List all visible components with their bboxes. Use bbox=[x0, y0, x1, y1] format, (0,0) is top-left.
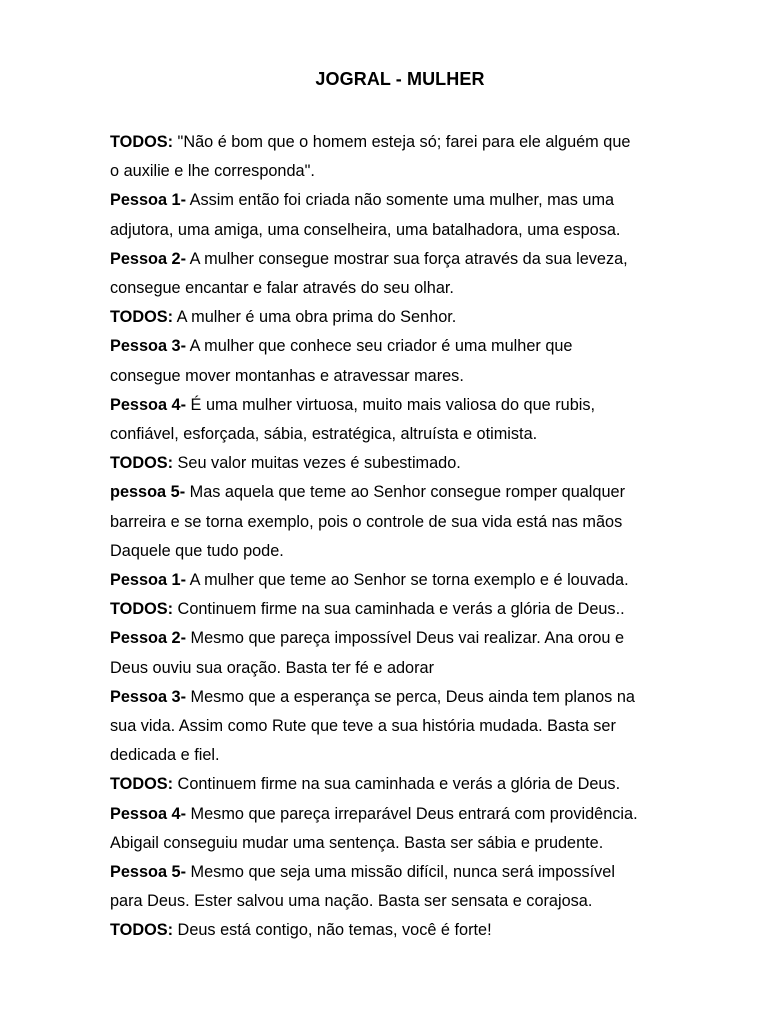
script-line bbox=[110, 537, 710, 566]
script-line bbox=[110, 362, 710, 391]
line-text: Mesmo que pareça irreparável Deus entrará com providência. bbox=[186, 804, 638, 823]
line-text: Assim então foi criada não somente uma mulher, mas uma bbox=[186, 191, 615, 210]
line-text: Abigail conseguiu mudar uma sentença. Basta ser sábia e prudente. bbox=[110, 833, 604, 852]
speaker-label: Pessoa 2- bbox=[110, 629, 187, 648]
line-text: A mulher que teme ao Senhor se torna exemplo e é louvada. bbox=[186, 571, 629, 590]
line-text: dedicada e fiel. bbox=[110, 746, 220, 765]
speaker-label: TODOS: bbox=[110, 133, 174, 151]
speaker-label: Pessoa 1- bbox=[110, 571, 187, 590]
script-line bbox=[110, 770, 710, 799]
speaker-label: TODOS: bbox=[110, 600, 174, 619]
speaker-label: Pessoa 3- bbox=[110, 337, 187, 356]
script-line bbox=[110, 887, 710, 916]
line-text: É uma mulher virtuosa, muito mais valiosa do que rubis, bbox=[186, 395, 596, 414]
script-line bbox=[110, 303, 710, 332]
line-text: Deus está contigo, não temas, você é forte! bbox=[173, 921, 492, 940]
script-line bbox=[110, 478, 710, 507]
line-text: Mas aquela que teme ao Senhor consegue romper qualquer bbox=[185, 483, 626, 502]
script-line bbox=[110, 508, 710, 537]
speaker-label: Pessoa 4- bbox=[110, 804, 187, 823]
speaker-label: pessoa 5- bbox=[110, 483, 186, 502]
script-line bbox=[110, 245, 710, 274]
line-text: Mesmo que seja uma missão difícil, nunca será impossível bbox=[186, 863, 615, 882]
line-text: sua vida. Assim como Rute que teve a sua história mudada. Basta ser bbox=[110, 717, 616, 736]
line-text: Daquele que tudo pode. bbox=[110, 541, 284, 560]
script-line bbox=[110, 449, 710, 478]
line-text: A mulher consegue mostrar sua força através da sua leveza, bbox=[186, 249, 628, 268]
line-text: Mesmo que a esperança se perca, Deus ainda tem planos na bbox=[186, 687, 635, 706]
speaker-label: Pessoa 1- bbox=[110, 191, 187, 210]
line-text: confiável, esforçada, sábia, estratégica, altruísta e otimista. bbox=[110, 425, 538, 444]
script-line bbox=[110, 216, 710, 245]
speaker-label: TODOS: bbox=[110, 775, 174, 794]
script-line bbox=[110, 391, 710, 420]
script-line bbox=[110, 566, 710, 595]
script-line bbox=[110, 332, 710, 361]
script-line bbox=[110, 800, 710, 829]
line-text: A mulher que conhece seu criador é uma mulher que bbox=[186, 337, 573, 356]
script-line bbox=[110, 624, 710, 653]
line-text: consegue mover montanhas e atravessar mares. bbox=[110, 366, 464, 385]
line-text: "Não é bom que o homem esteja só; farei para ele alguém que bbox=[173, 133, 631, 151]
line-text: o auxilie e lhe corresponda". bbox=[110, 162, 315, 181]
line-text: Seu valor muitas vezes é subestimado. bbox=[173, 454, 461, 473]
line-text: consegue encantar e falar através do seu olhar. bbox=[110, 279, 454, 298]
line-text: Continuem firme na sua caminhada e verás a glória de Deus. bbox=[173, 775, 621, 794]
script-line bbox=[110, 858, 710, 887]
script-line bbox=[110, 274, 710, 303]
speaker-label: Pessoa 2- bbox=[110, 249, 187, 268]
script-line bbox=[110, 128, 710, 157]
script-line bbox=[110, 683, 710, 712]
speaker-label: TODOS: bbox=[110, 308, 174, 327]
script-body bbox=[110, 128, 710, 946]
document-title: JOGRAL - MULHER bbox=[315, 69, 485, 89]
line-text: barreira e se torna exemplo, pois o controle de sua vida está nas mãos bbox=[110, 512, 623, 531]
speaker-label: TODOS: bbox=[110, 921, 174, 940]
script-line bbox=[110, 595, 710, 624]
line-text: para Deus. Ester salvou uma nação. Basta ser sensata e corajosa. bbox=[110, 892, 593, 911]
line-text: A mulher é uma obra prima do Senhor. bbox=[173, 308, 457, 327]
script-line bbox=[110, 157, 710, 186]
script-line bbox=[110, 654, 710, 683]
speaker-label: Pessoa 4- bbox=[110, 395, 187, 414]
speaker-label: Pessoa 3- bbox=[110, 687, 187, 706]
script-line bbox=[110, 712, 710, 741]
script-line bbox=[110, 420, 710, 449]
script-line bbox=[110, 829, 710, 858]
script-line bbox=[110, 916, 710, 945]
script-line bbox=[110, 186, 710, 215]
line-text: Continuem firme na sua caminhada e verás a glória de Deus.. bbox=[173, 600, 625, 619]
speaker-label: Pessoa 5- bbox=[110, 863, 187, 882]
speaker-label: TODOS: bbox=[110, 454, 174, 473]
line-text: Deus ouviu sua oração. Basta ter fé e adorar bbox=[110, 658, 435, 677]
script-line bbox=[110, 741, 710, 770]
line-text: Mesmo que pareça impossível Deus vai realizar. Ana orou e bbox=[186, 629, 625, 648]
line-text: adjutora, uma amiga, uma conselheira, uma batalhadora, uma esposa. bbox=[110, 220, 621, 239]
